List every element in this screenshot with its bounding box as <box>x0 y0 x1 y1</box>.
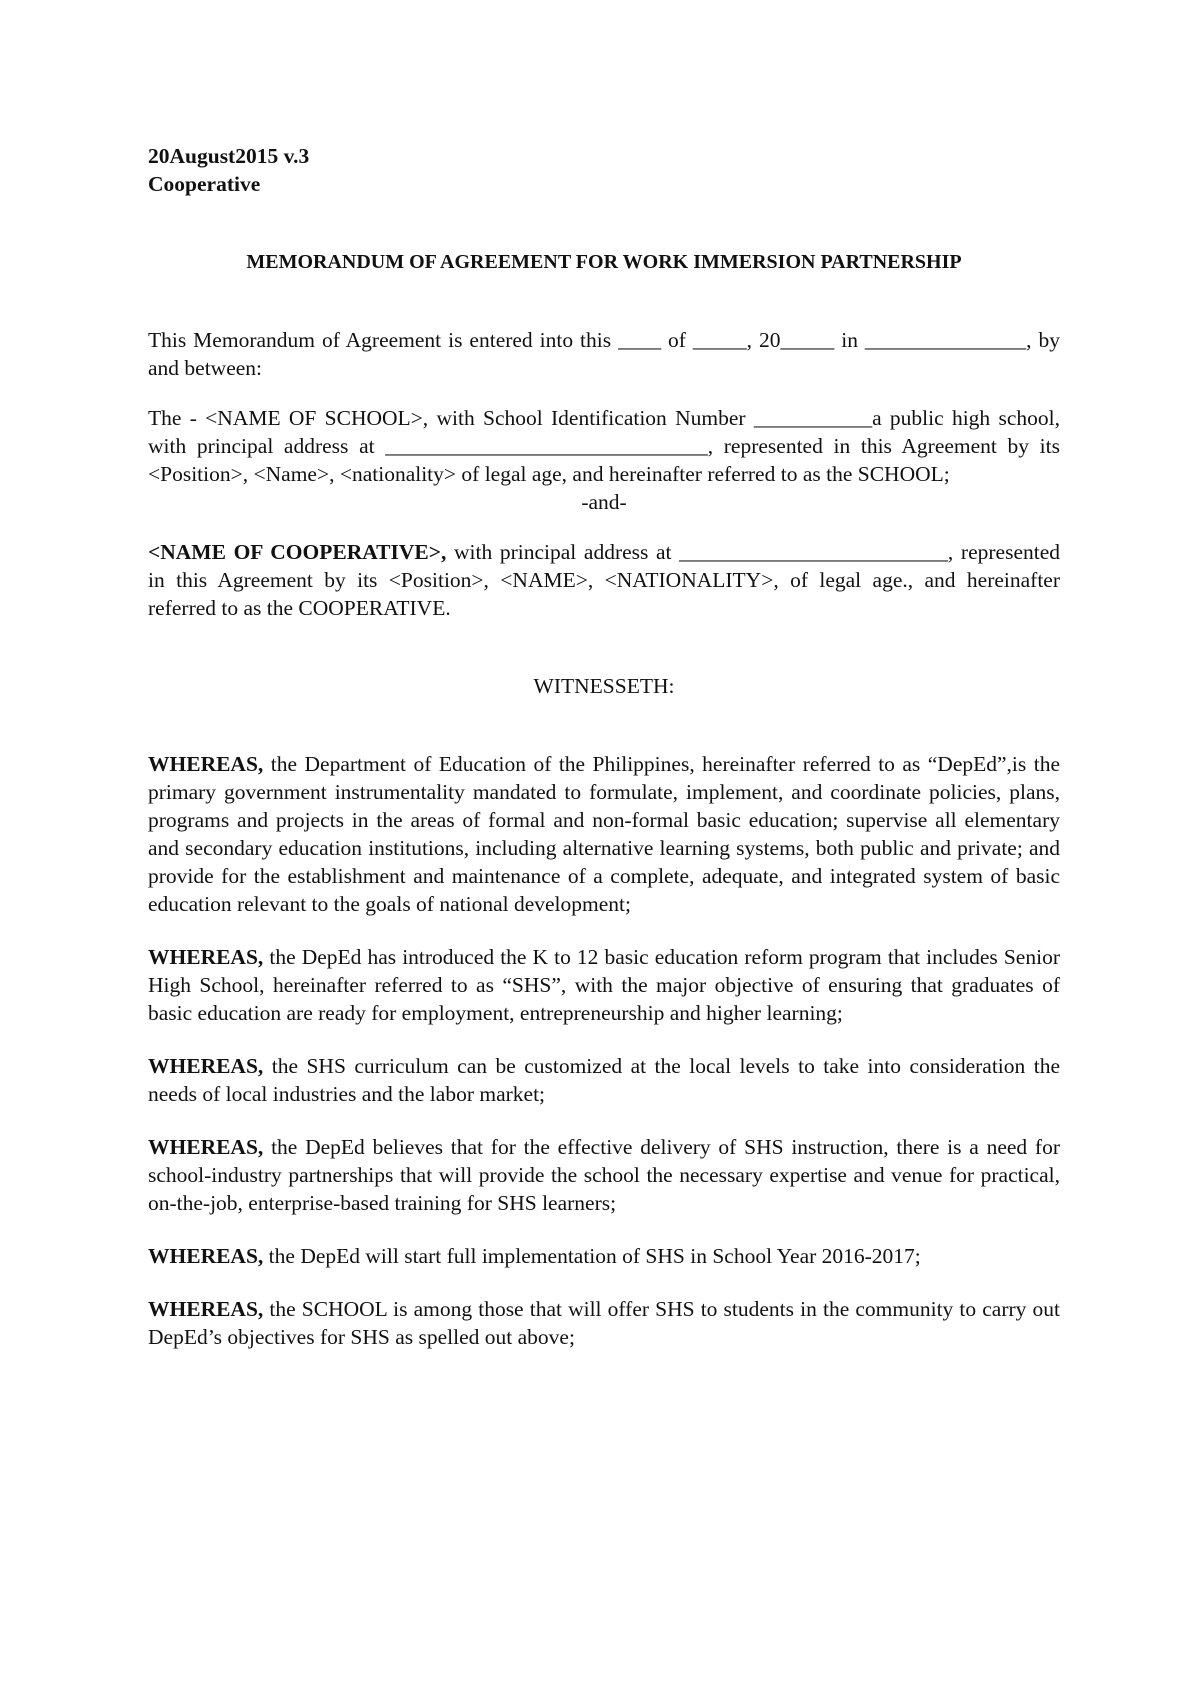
whereas-text: the SHS curriculum can be customized at the local levels to take into consideration the needs of local industries and the labor market; <box>148 1054 1060 1106</box>
document-type-label: Cooperative <box>148 172 261 196</box>
whereas-clause <box>148 1295 1060 1351</box>
whereas-label: WHEREAS, <box>148 752 264 776</box>
whereas-text: the DepEd has introduced the K to 12 basic education reform program that includes Senior High School, hereinafter referred to as “SHS”, with the major objective of ensuring that graduates of basic education are ready for employment, entrepreneurship and higher learning; <box>148 945 1060 1025</box>
cooperative-party-paragraph <box>148 538 1060 622</box>
whereas-text: the Department of Education of the Philippines, hereinafter referred to as “DepEd”,is the primary government instrumentality mandated to formulate, implement, and coordinate policies, plans, programs and projects in the areas of formal and non-formal basic education; supervise all elementary and secondary education institutions, including alternative learning systems, both public and private; and provide for the establishment and maintenance of a complete, adequate, and integrated system of basic education relevant to the goals of national development; <box>148 752 1060 916</box>
whereas-label: WHEREAS, <box>148 1135 264 1159</box>
whereas-label: WHEREAS, <box>148 1297 264 1321</box>
intro-paragraph: This Memorandum of Agreement is entered into this ____ of _____, 20_____ in _______________, by and between: <box>148 328 1060 380</box>
version-label: 20August2015 v.3 <box>148 144 310 168</box>
whereas-text: the DepEd believes that for the effective delivery of SHS instruction, there is a need for school-industry partnerships that will provide the school the necessary expertise and venue for practical, on-the-job, enterprise-based training for SHS learners; <box>148 1135 1060 1215</box>
whereas-clause <box>148 750 1060 918</box>
whereas-label: WHEREAS, <box>148 945 264 969</box>
whereas-label: WHEREAS, <box>148 1054 264 1078</box>
whereas-text: the DepEd will start full implementation of SHS in School Year 2016-2017; <box>263 1244 921 1268</box>
and-separator: -and- <box>581 490 627 514</box>
whereas-clause <box>148 1242 1060 1270</box>
school-party-paragraph: The - <NAME OF SCHOOL>, with School Identification Number ___________a public high school, with principal address at ______________________________, represented in this Agreement by its <Position>, <Name>, <nationality> of legal age, and hereinafter referred to as the SCHOOL; <box>148 406 1060 486</box>
whereas-clause <box>148 943 1060 1027</box>
cooperative-name: <NAME OF COOPERATIVE>, <box>148 540 447 564</box>
witnesseth-heading: WITNESSETH: <box>533 674 675 698</box>
whereas-label: WHEREAS, <box>148 1244 264 1268</box>
document-header <box>148 142 1060 198</box>
document-page <box>148 142 1060 1351</box>
whereas-text: the SCHOOL is among those that will offer SHS to students in the community to carry out DepEd’s objectives for SHS as spelled out above; <box>148 1297 1060 1349</box>
whereas-clause <box>148 1052 1060 1108</box>
cooperative-text: with principal address at _________________________, represented in this Agreement by its <Position>, <NAME>, <NATIONALITY>, of legal age., and hereinafter referred to as the COOPERATIVE. <box>148 540 1060 620</box>
document-title: MEMORANDUM OF AGREEMENT FOR WORK IMMERSION PARTNERSHIP <box>246 251 962 273</box>
whereas-clause <box>148 1133 1060 1217</box>
